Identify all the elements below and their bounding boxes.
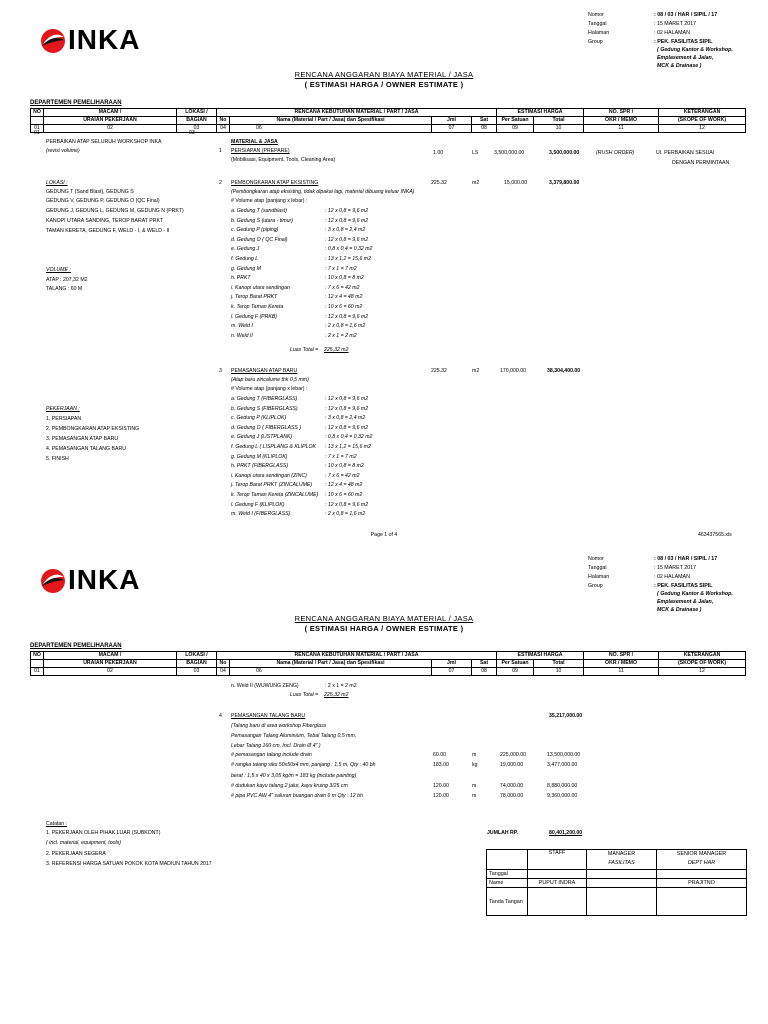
sig-cell	[657, 888, 747, 916]
col-num: 01	[31, 125, 44, 133]
col-uraian: URAIAN PEKERJAAN	[44, 117, 177, 125]
volume-row-value: : 2 x 1 = 2 m2	[325, 683, 357, 689]
item-harga: 15,000.00	[504, 180, 528, 186]
page-number: Page 1 of 4	[370, 532, 398, 538]
item-name: PERSIAPAN (PREPARE)	[231, 148, 290, 154]
col-per-satuan: Per Satuan	[497, 117, 534, 125]
volume-row-value: : 3 x 0,8 = 2,4 m2	[325, 415, 366, 422]
volume-label: VOLUME :	[46, 267, 71, 273]
col-num: 12	[659, 668, 746, 676]
meta-value: : PEK. FASILITAS SIPIL	[654, 583, 713, 589]
item-name: PEMASANGAN ATAP BARU	[231, 368, 298, 374]
col-num: 01	[31, 668, 44, 676]
item-jml: 1.00	[433, 150, 444, 156]
lokasi-line: GEDUNG V, GEDUNG P, GEDUNG O (QC Final)	[46, 198, 160, 204]
document-subtitle: ( ESTIMASI HARGA / OWNER ESTIMATE )	[304, 624, 464, 633]
volume-row-value: : 13 x 1,2 = 15,6 m2	[325, 444, 371, 450]
lokasi-line: KANOPI UTARA SANDING, TEROP BARAT PRKT	[46, 218, 164, 224]
signature-table	[486, 849, 747, 916]
volume-row-value: : 0,8 x 0,4 = 0,32 m2	[325, 246, 373, 253]
col-num: 08	[472, 668, 497, 676]
sig-senior-title: SENIOR MANAGER	[676, 851, 727, 857]
item-4-line: # dudukan kayu talang 2 jalur, kayu kruing 3/25 cm	[231, 782, 348, 789]
group-sub: ( Gedung Kantor & Workshop,	[657, 591, 733, 597]
volume-row-value: : 7 x 1 = 7 m2	[325, 453, 357, 460]
item-vol: # Volume atap (panjang x lebar) :	[231, 386, 308, 392]
sig-manager	[587, 850, 657, 870]
volume-row-label: a. Gedung T (sandblast)	[231, 208, 287, 214]
volume-row-label: j. Terop Barat PRKT (ZINCALUME)	[231, 482, 313, 489]
item-total: 3,379,800.00	[549, 180, 580, 186]
col-keterangan: KETERANGAN	[659, 652, 746, 660]
sig-staff: STAFF	[528, 850, 587, 870]
volume-row-value: : 12 x 4 = 48 m2	[325, 294, 363, 301]
row-lokasi: 03	[189, 130, 195, 136]
meta-key: Nomor	[588, 556, 604, 562]
item-4-sat: m	[472, 782, 477, 789]
work-title: PERBAIKAN ATAP SELURUH WORKSHOP INKA	[46, 139, 162, 145]
logo-text: INKA	[68, 24, 141, 55]
col-sat: Sat	[472, 660, 497, 668]
volume-row-value: : 10 x 0,8 = 8 m2	[325, 463, 364, 470]
volume-row-label: l. Gedung F (KLIPLOK)	[231, 501, 285, 508]
luas-value: 225,32 m2	[324, 347, 349, 353]
col-macam: MACAM /	[44, 652, 177, 660]
col-num: 03	[177, 668, 217, 676]
item-no: 4	[219, 713, 222, 719]
row-no: 01	[34, 130, 40, 136]
volume-row-value: : 7 x 6 = 42 m2	[325, 284, 360, 291]
sig-cell	[657, 870, 747, 879]
item-4-jml: 183.00	[433, 762, 449, 769]
lokasi-line: GEDUNG T (Sand Blast), GEDUNG S	[46, 189, 134, 195]
inka-logo-icon	[40, 28, 66, 54]
volume-row-label: n. Weld II	[231, 332, 253, 339]
pekerjaan-item: 5. FINISH	[46, 456, 69, 462]
item-4-jml: 60.00	[433, 752, 446, 758]
meta-key: Group	[588, 583, 603, 589]
sig-manager-dept: FASILITAS	[608, 860, 635, 866]
sig-cell	[528, 888, 587, 916]
volume-row-label: b. Gedung S (utara - timur)	[231, 217, 293, 224]
col-okr: OKR / MEMO	[584, 660, 659, 668]
meta-key: Tanggal	[588, 565, 607, 571]
meta-value: : 02 HALAMAN	[654, 30, 690, 36]
sig-senior-dept: DEPT HAR	[687, 860, 716, 866]
volume-row-label: c. Gedung P (KLIPLOK)	[231, 415, 287, 422]
volume-row-label: f. Gedung L ( LISPLANG & KLIPLOK	[231, 444, 316, 450]
sig-tanggal-label: Tanggal	[487, 870, 528, 879]
meta-value: : 02 HALAMAN	[654, 574, 690, 580]
item-sat: m2	[472, 180, 480, 186]
volume-row-value: : 7 x 6 = 42 m2	[325, 472, 360, 479]
col-num: 09	[497, 125, 534, 133]
item-4-jml: 120.00	[433, 782, 449, 789]
col-nama: Nama (Material / Part / Jasa) dan Spesifikasi	[230, 660, 432, 668]
pekerjaan-item: 2. PEMBONGKARAN ATAP EKSISTING	[46, 426, 140, 432]
sig-cell	[587, 870, 657, 879]
col-skope: (SKOPE OF WORK)	[659, 660, 746, 668]
item-desc: (Pembongkaran atap eksisting, tidak dipakai lagi, material dibuang keluar INKA)	[231, 189, 415, 195]
col-lokasi: LOKASI /	[177, 652, 217, 660]
col-no: NO	[31, 652, 44, 660]
volume-row-value: : 13 x 1,2 = 15,6 m2	[325, 256, 371, 262]
volume-row-label: m. Weld I (FIBERGLASS)	[231, 511, 291, 518]
col-num: 08	[472, 125, 497, 133]
sig-ttd-label: Tanda Tangan	[487, 888, 528, 916]
col-spr: NO. SPR /	[584, 652, 659, 660]
lokasi-line: GEDUNG J, GEDUNG L, GEDUNG M, GEDUNG N (PRKT)	[46, 208, 184, 214]
volume-row-label: d. Gedung O ( FIBERGLASS )	[231, 424, 302, 431]
volume-row-label: g. Gedung M (KLIPLOK)	[231, 453, 288, 460]
volume-row-label: i. Kanopi utara sendingan	[231, 284, 290, 291]
document-title: RENCANA ANGGARAN BIAYA MATERIAL / JASA	[294, 614, 474, 623]
item-harga: 3,500,000.00	[494, 150, 525, 156]
col-spr: NO. SPR /	[584, 109, 659, 117]
meta-key: Halaman	[588, 574, 610, 580]
volume-row-label: b. Gedung S (FIBERGLASS)	[231, 405, 298, 412]
item-spr: (RUSH ORDER)	[596, 150, 635, 156]
col-num: 11	[584, 668, 659, 676]
pekerjaan-item: 1. PERSIAPAN	[46, 416, 82, 422]
volume-row-value: : 12 x 0,8 = 9,6 m2	[325, 313, 369, 320]
col-num: 10	[534, 668, 584, 676]
group-sub: ( Gedung Kantor & Workshop,	[657, 47, 733, 53]
col-num: 07	[432, 125, 472, 133]
item-4-harga: 225,000.00	[500, 752, 526, 758]
sig-cell	[528, 870, 587, 879]
notes-label: Catatan :	[46, 821, 68, 827]
item-no: 3	[219, 368, 222, 374]
item-desc: (Atap baru zincalume thk 0,5 mm)	[231, 377, 309, 383]
luas-value: 225,32 m2	[324, 692, 349, 698]
department: DEPARTEMEN PEMELIHARAAN	[30, 100, 122, 106]
inka-logo-icon	[40, 568, 66, 594]
col-no2: No	[217, 117, 230, 125]
col-lokasi: LOKASI /	[177, 109, 217, 117]
col-total: Total	[534, 117, 584, 125]
item-desc: Lebar Talang 160 cm, Incl. Drain Ø 4" )	[231, 743, 321, 749]
col-no-blank	[31, 660, 44, 668]
sig-blank	[487, 850, 528, 870]
col-uraian: URAIAN PEKERJAAN	[44, 660, 177, 668]
item-jml: 225.32	[431, 368, 447, 374]
volume-row-value: : 3 x 0,8 = 2,4 m2	[325, 227, 366, 234]
volume-row-label: d. Gedung O ( QC Final)	[231, 236, 288, 243]
item-4-sat: m	[472, 752, 477, 758]
volume-row-label: c. Gedung P (piping)	[231, 227, 279, 234]
item-name: PEMASANGAN TALANG BARU	[231, 713, 306, 719]
meta-key: Nomor	[588, 12, 604, 18]
section-title: MATERIAL & JASA	[231, 139, 278, 145]
volume-row-label: f. Gedung L	[231, 256, 259, 262]
col-macam: MACAM /	[44, 109, 177, 117]
volume-row-value: : 10 x 6 = 60 m2	[325, 304, 363, 310]
volume-row-label: k. Terop Taman Kereta (ZINCALUME)	[231, 492, 319, 498]
volume-row-label: n. Weld II (WUWUNG ZENG)	[231, 683, 299, 689]
col-no2: No	[217, 660, 230, 668]
col-skope: (SKOPE OF WORK)	[659, 117, 746, 125]
item-4-jml: 120.00	[433, 793, 449, 800]
sig-cell	[587, 888, 657, 916]
note-item: 1. PEKERJAAN OLEH PIHAK LUAR (SUBKONT)	[46, 830, 161, 836]
volume-row-label: k. Terop Taman Kereta	[231, 304, 284, 310]
item-total: 35,217,000.00	[549, 713, 583, 719]
item-4-harga: 78,000.00	[500, 793, 524, 800]
sig-name-manager	[587, 879, 657, 888]
item-total: 38,304,400.00	[547, 368, 581, 374]
volume-row-value: : 0,8 x 0,4 = 0,32 m2	[325, 434, 373, 441]
meta-value: : 08 / 03 / HAR / SIPIL / 17	[654, 12, 718, 18]
volume-row-value: : 10 x 6 = 60 m2	[325, 492, 363, 498]
col-nama: Nama (Material / Part / Jasa) dan Spesifikasi	[230, 117, 432, 125]
col-num: 06	[230, 125, 432, 133]
item-jml: 225.32	[431, 180, 447, 186]
group-sub: Emplasement & Jalan,	[657, 599, 714, 605]
col-okr: OKR / MEMO	[584, 117, 659, 125]
col-num: 02	[44, 668, 177, 676]
meta-value: : 08 / 03 / HAR / SIPIL / 17	[654, 556, 718, 562]
col-estimasi: ESTIMASI HARGA	[497, 652, 584, 660]
col-num: 12	[659, 125, 746, 133]
document-subtitle: ( ESTIMASI HARGA / OWNER ESTIMATE )	[304, 80, 464, 89]
item-4-line: # pipa PVC AW 4" saluran buangan drain 6 m Qty : 12 bh	[231, 793, 363, 800]
volume-row-label: g. Gedung M	[231, 265, 261, 272]
col-num: 02	[44, 125, 177, 133]
volume-row-label: e. Gedung J	[231, 246, 260, 253]
item-4-harga: 19,000.00	[500, 762, 524, 769]
volume-row-value: : 2 x 0,8 = 1,6 m2	[325, 323, 366, 330]
table-header	[30, 108, 746, 133]
item-ket: DENGAN PERMINTAAN	[672, 160, 730, 166]
item-4-line: # rangka talang siku 50x50x4 mm, panjang : 1,5 m, Qty : 40 bh	[231, 762, 376, 769]
col-num: 04	[217, 125, 230, 133]
col-num: 09	[497, 668, 534, 676]
pekerjaan-item: 3. PEMASANGAN ATAP BARU	[46, 436, 119, 442]
col-no-blank	[31, 117, 44, 125]
col-rencana: RENCANA KEBUTUHAN MATERIAL / PART / JASA	[217, 652, 497, 660]
meta-key: Halaman	[588, 30, 610, 36]
volume-row-value: : 12 x 0,8 = 9,6 m2	[325, 208, 369, 214]
volume-row-value: : 12 x 0,8 = 9,6 m2	[325, 217, 369, 224]
volume-row-label: m. Weld I	[231, 323, 253, 330]
item-desc: (Mobilisasi, Equipment, Tools, Cleaning Area)	[231, 157, 336, 163]
item-name: PEMBONGKARAN ATAP EKSISTING	[231, 180, 319, 186]
item-total: 3,500,000.00	[549, 150, 580, 156]
meta-value: : 15 MARET 2017	[654, 565, 697, 571]
luas-label: Luas Total =	[290, 347, 319, 353]
jumlah-value: 80,401,200.00	[549, 830, 583, 836]
lokasi-line: TAMAN KERETA, GEDUNG F, WELD - I, & WELD - II	[46, 228, 170, 234]
group-sub: MCK & Drainase )	[657, 63, 702, 69]
note-item: ( incl. material, equipment, tools)	[46, 840, 121, 846]
note-item: 3. REFERENSI HARGA SATUAN POKOK KOTA MADIUN TAHUN 2017	[46, 861, 212, 867]
item-4-total: 9,360,000.00	[547, 793, 578, 800]
volume-row-label: i. Kanopi utara sendingan (ZINC)	[231, 472, 307, 479]
col-no: NO	[31, 109, 44, 117]
item-harga: 170,000.00	[500, 368, 526, 374]
meta-key: Group	[588, 39, 603, 45]
volume-row-value: : 10 x 0,8 = 8 m2	[325, 275, 364, 282]
col-jml: Jml	[432, 660, 472, 668]
col-sat: Sat	[472, 117, 497, 125]
col-bagian: BAGIAN	[177, 117, 217, 125]
pekerjaan-label: PEKERJAAN :	[46, 406, 80, 412]
logo-text: INKA	[68, 564, 141, 595]
item-desc: Pemasangan Talang Aluminium, Tebal Talang 0,5 mm,	[231, 733, 357, 739]
item-desc: (Talang baru di area workshop Fiberglass	[231, 723, 327, 729]
sig-name-staff: PUPUT INDRA	[528, 879, 587, 888]
meta-value: : 15 MARET 2017	[654, 21, 697, 27]
col-num: 03	[177, 125, 217, 133]
volume-row-label: e. Gedung J (L/STPLANK)	[231, 434, 293, 441]
volume-row-value: : 7 x 1 = 7 m2	[325, 265, 357, 272]
col-per-satuan: Per Satuan	[497, 660, 534, 668]
col-bagian: BAGIAN	[177, 660, 217, 668]
item-sat: LS	[472, 150, 479, 156]
col-num: 04	[217, 668, 230, 676]
volume-row-label: j. Terop Barat PRKT	[231, 294, 278, 301]
volume-row-value: : 12 x 4 = 48 m2	[325, 482, 363, 489]
luas-label: Luas Total =	[290, 692, 319, 698]
volume-row-value: : 12 x 0,8 = 9,6 m2	[325, 405, 369, 412]
item-no: 2	[219, 180, 222, 186]
item-4-total: 8,880,000.00	[547, 782, 578, 789]
note-item: 2. PEKERJAAN SEGERA	[46, 851, 106, 857]
lokasi-label: LOKASI :	[46, 180, 68, 186]
item-4-harga: 74,000.00	[500, 782, 524, 789]
sig-manager-title: MANAGER	[607, 851, 636, 857]
volume-row-value: : 12 x 0,8 = 9,6 m2	[325, 424, 369, 431]
col-jml: Jml	[432, 117, 472, 125]
group-sub: Emplasement & Jalan,	[657, 55, 714, 61]
volume-row-label: h. PRKT (FIBERGLASS)	[231, 463, 289, 470]
document-title: RENCANA ANGGARAN BIAYA MATERIAL / JASA	[294, 70, 474, 79]
item-sat: m2	[472, 368, 480, 374]
item-no: 1	[219, 148, 222, 154]
volume-row-label: h. PRKT	[231, 275, 251, 282]
sig-name-senior: PRAJITNO	[657, 879, 747, 888]
col-num: 11	[584, 125, 659, 133]
item-4-sat: m	[472, 793, 477, 800]
volume-row-value: : 2 x 1 = 2 m2	[325, 332, 357, 339]
col-keterangan: KETERANGAN	[659, 109, 746, 117]
meta-key: Tanggal	[588, 21, 607, 27]
item-4-total: 13,500,000.00	[547, 752, 581, 758]
item-4-total: 3,477,000.00	[547, 762, 578, 769]
volume-line: TALANG : 60 M	[46, 286, 83, 292]
item-4-sat: kg	[472, 762, 478, 769]
col-num: 06	[230, 668, 432, 676]
volume-row-value: : 12 x 0,8 = 9,6 m2	[325, 396, 369, 402]
item-4-line: # pemasangan talang include drain	[231, 752, 312, 758]
volume-row-label: l. Gedung F (PRKB)	[231, 313, 278, 320]
table-header	[30, 651, 746, 676]
volume-row-value: : 12 x 0,8 = 9,6 m2	[325, 236, 369, 243]
sig-senior-manager	[657, 850, 747, 870]
sig-name-label: Name	[487, 879, 528, 888]
group-sub: MCK & Drainase )	[657, 607, 702, 613]
volume-line: ATAP : 207,32 M2	[46, 277, 88, 283]
volume-row-label: a. Gedung T (FIBERGLASS)	[231, 396, 298, 402]
col-estimasi: ESTIMASI HARGA	[497, 109, 584, 117]
col-total: Total	[534, 660, 584, 668]
work-note: (revisi volume)	[46, 148, 80, 154]
item-ket: UI. PERBAIKAN SESUAI	[656, 150, 715, 156]
col-num: 10	[534, 125, 584, 133]
meta-value: : PEK. FASILITAS SIPIL	[654, 39, 713, 45]
file-name: 463437565.xls	[698, 532, 732, 538]
col-rencana: RENCANA KEBUTUHAN MATERIAL / PART / JASA	[217, 109, 497, 117]
item-vol: # Volume atap (panjang x lebar) :	[231, 198, 308, 204]
pekerjaan-item: 4. PEMASANGAN TALANG BARU	[46, 446, 126, 452]
jumlah-label: JUMLAH RP.	[487, 830, 519, 836]
volume-row-value: : 2 x 0,8 = 1,6 m2	[325, 511, 366, 518]
volume-row-value: : 12 x 0,8 = 9,6 m2	[325, 501, 369, 508]
department: DEPARTEMEN PEMELIHARAAN	[30, 643, 122, 649]
item-4-line: berat : 1,5 x 40 x 3,05 kg/m = 183 kg (include painting)	[231, 772, 357, 779]
col-num: 07	[432, 668, 472, 676]
